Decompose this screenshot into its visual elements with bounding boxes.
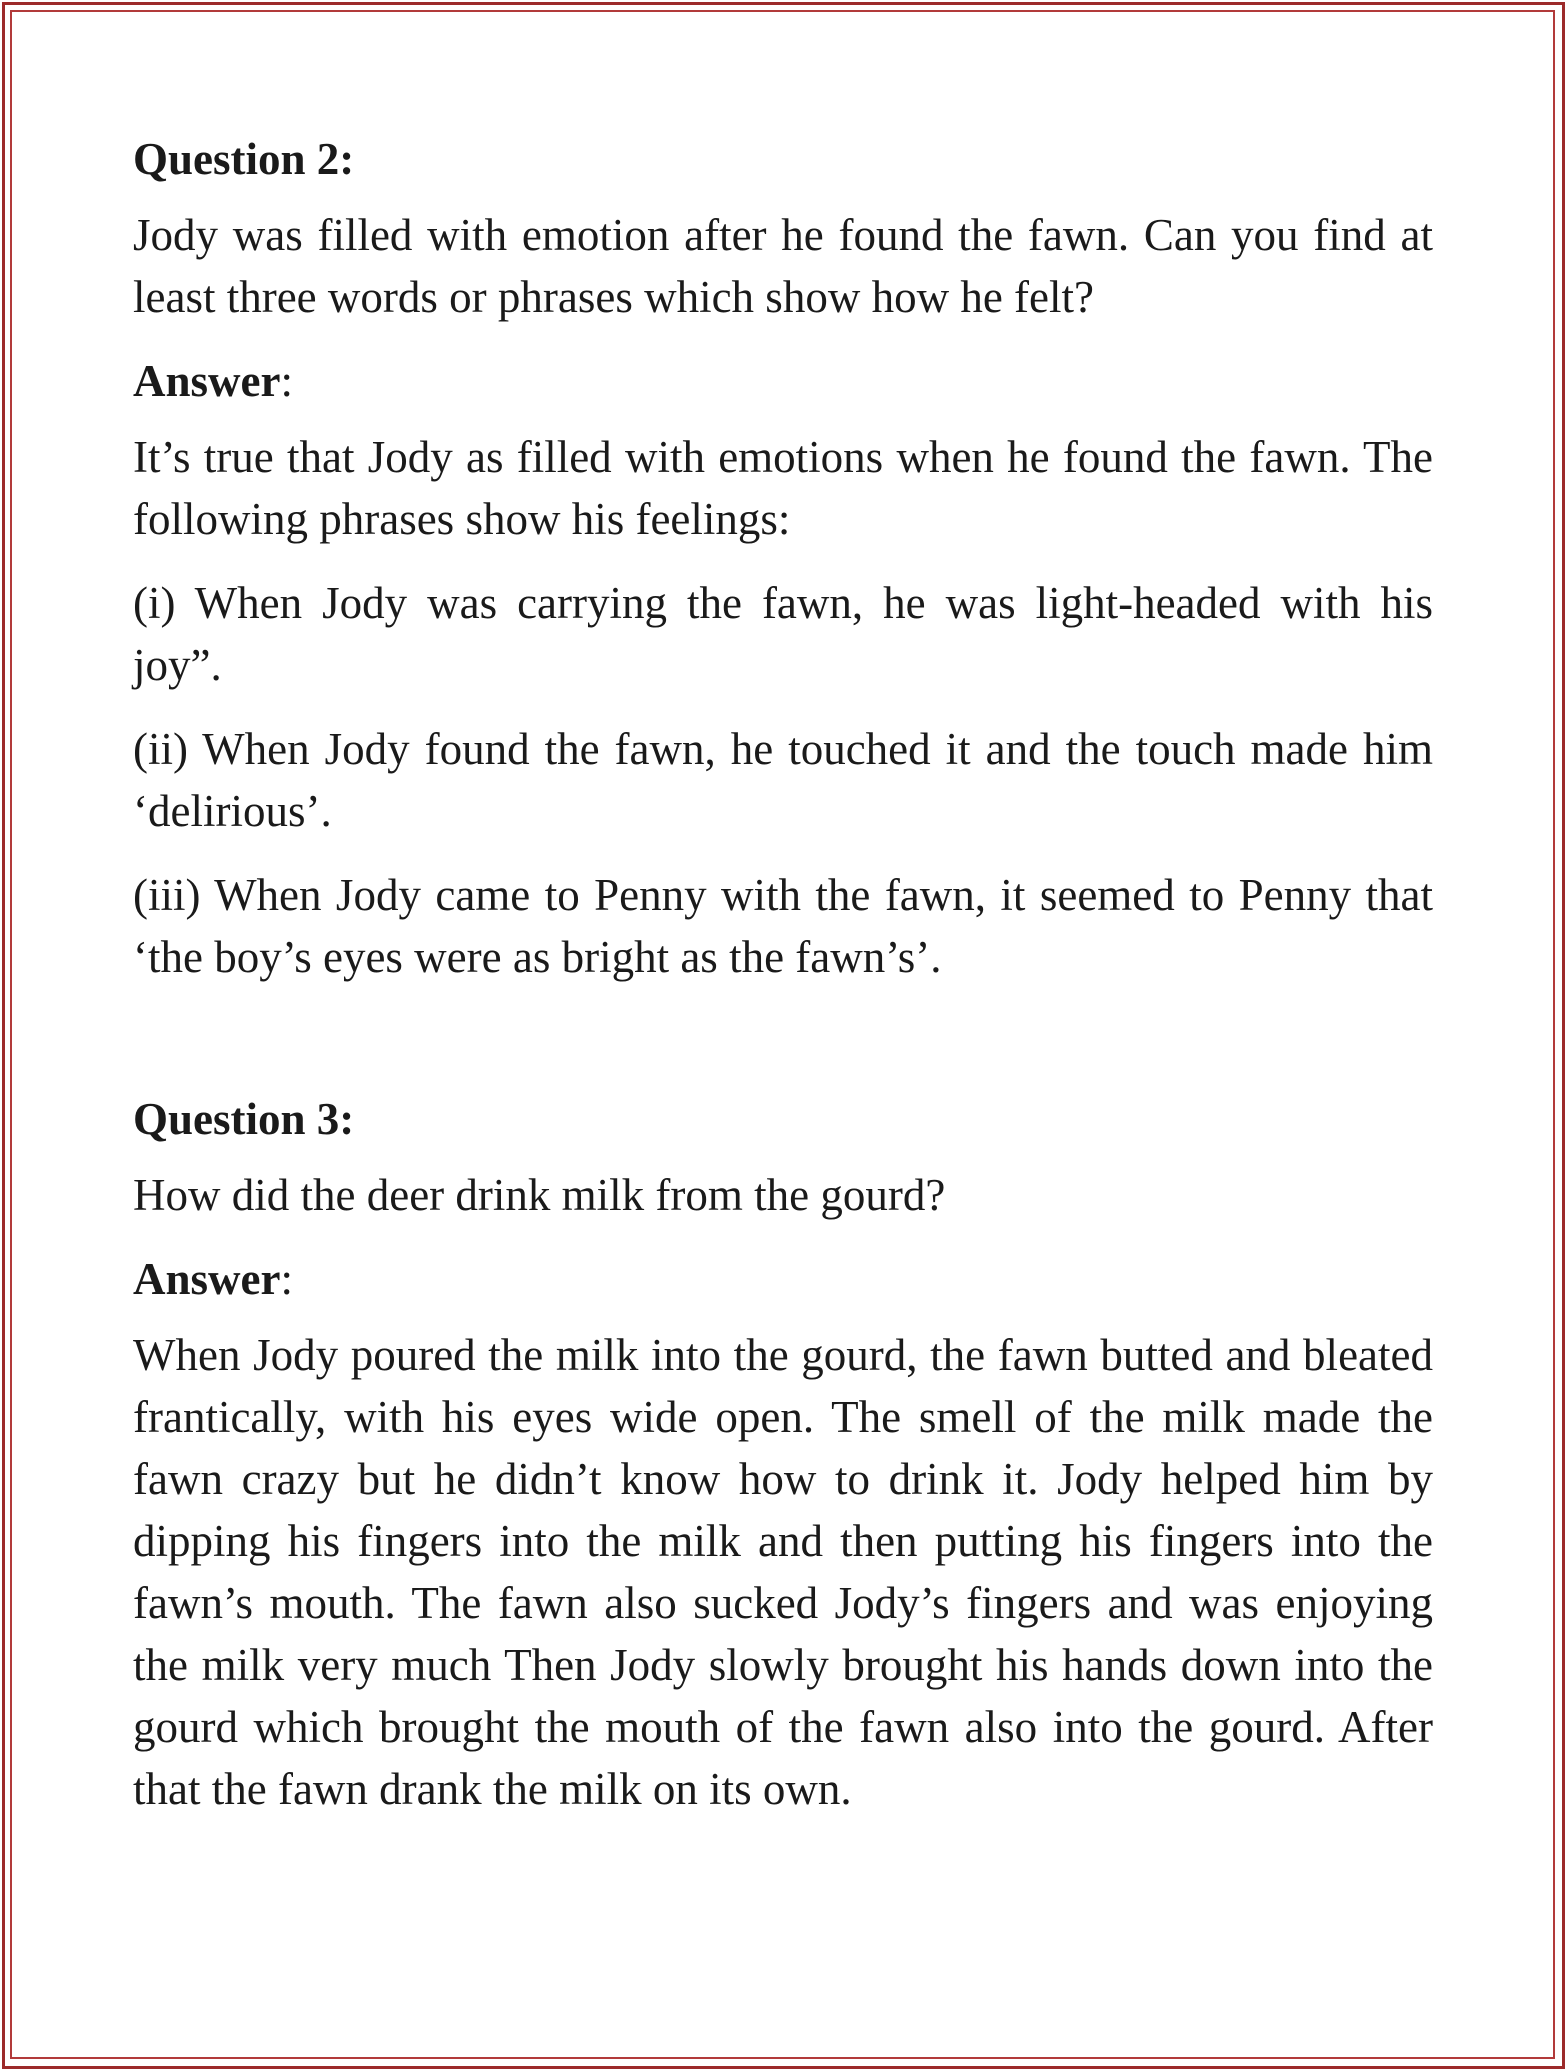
answer-3-label [133, 1248, 1433, 1310]
question-2-heading: Question 2: [133, 134, 355, 184]
answer-2-label [133, 350, 1433, 412]
answer-3-paragraph-1: When Jody poured the milk into the gourd, the fawn butted and bleated frantically, with his eyes wide open. The smell of the milk made the fawn crazy but he didn’t know how to drink it. Jody helped him by dipping his fingers into the milk and then putting his fingers into the fawn’s mouth. The fawn also sucked Jody’s fingers and was enjoying the milk very much Then Jody slowly brought his hands down into the gourd which brought the mouth of the fawn also into the gourd. After that the fawn drank the milk on its own. [133, 1330, 1433, 1814]
answer-2-paragraph-1: It’s true that Jody as filled with emotions when he found the fawn. The following phrases show his feelings: [133, 432, 1433, 544]
document-content [133, 128, 1433, 1842]
question-3-heading: Question 3: [133, 1094, 355, 1144]
answer-2-label-text: Answer [133, 356, 281, 406]
answer-2-paragraph-4: (iii) When Jody came to Penny with the fawn, it seemed to Penny that ‘the boy’s eyes were as bright as the fawn’s’. [133, 870, 1433, 982]
answer-2-paragraph-2: (i) When Jody was carrying the fawn, he was light-headed with his joy”. [133, 578, 1433, 690]
question-2-text: Jody was filled with emotion after he found the fawn. Can you find at least three words or phrases which show how he felt? [133, 210, 1433, 322]
answer-3-label-text: Answer [133, 1254, 281, 1304]
question-2-section [133, 128, 1433, 988]
section-spacer [133, 1010, 1433, 1088]
answer-2-paragraph-3: (ii) When Jody found the fawn, he touched it and the touch made him ‘delirious’. [133, 724, 1433, 836]
answer-3-label-colon: : [280, 1254, 293, 1304]
question-3-section [133, 1088, 1433, 1820]
answer-2-label-colon: : [280, 356, 293, 406]
question-3-text: How did the deer drink milk from the gourd? [133, 1170, 946, 1220]
